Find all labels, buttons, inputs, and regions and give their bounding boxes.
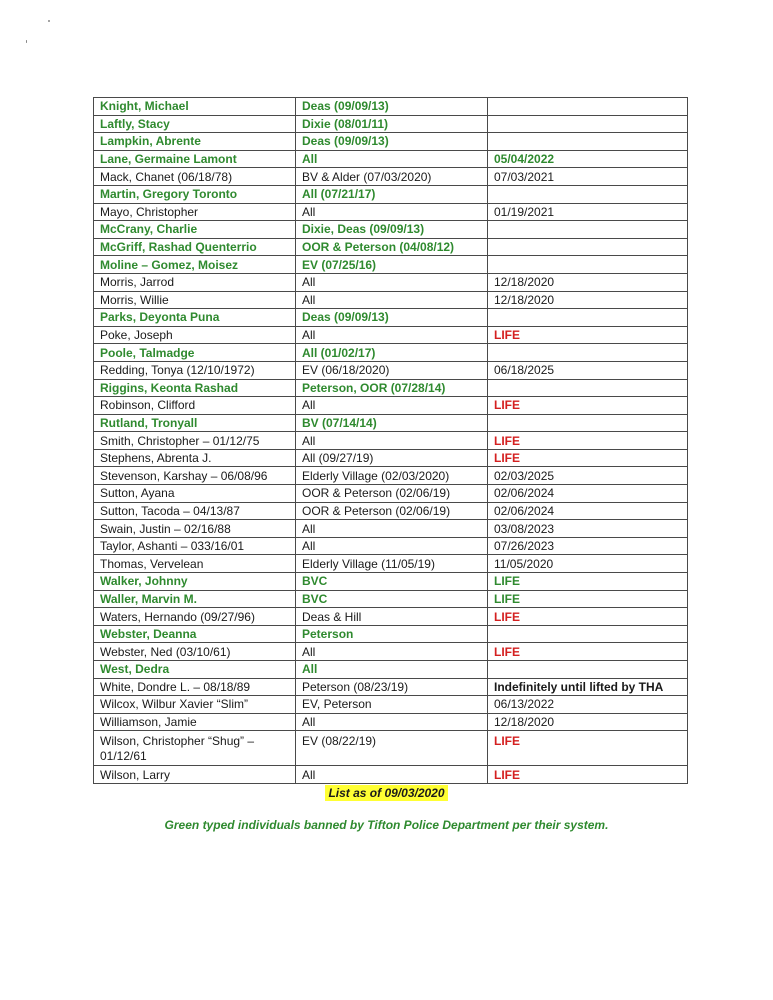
name-cell: White, Dondre L. – 08/18/89 <box>94 678 296 696</box>
expires-cell: 12/18/2020 <box>488 291 688 309</box>
table-row <box>94 432 688 450</box>
name-cell: McCrany, Charlie <box>94 221 296 239</box>
location-cell: BVC <box>296 573 488 591</box>
location-cell: Peterson <box>296 625 488 643</box>
table-row <box>94 326 688 344</box>
name-cell: Morris, Jarrod <box>94 273 296 291</box>
expires-cell: 06/13/2022 <box>488 696 688 714</box>
location-cell: All <box>296 537 488 555</box>
name-cell: Sutton, Tacoda – 04/13/87 <box>94 502 296 520</box>
expires-cell: 06/18/2025 <box>488 361 688 379</box>
location-cell: All <box>296 203 488 221</box>
name-cell: Morris, Willie <box>94 291 296 309</box>
name-cell: Walker, Johnny <box>94 573 296 591</box>
expires-cell: 07/03/2021 <box>488 168 688 186</box>
expires-cell: 12/18/2020 <box>488 713 688 731</box>
location-cell: Dixie (08/01/11) <box>296 115 488 133</box>
expires-cell: LIFE <box>488 432 688 450</box>
expires-cell <box>488 661 688 679</box>
table-row <box>94 185 688 203</box>
expires-cell: 11/05/2020 <box>488 555 688 573</box>
expires-cell: 01/19/2021 <box>488 203 688 221</box>
table-row <box>94 309 688 327</box>
name-cell: Wilcox, Wilbur Xavier “Slim” <box>94 696 296 714</box>
location-cell: EV (07/25/16) <box>296 256 488 274</box>
table-row <box>94 273 688 291</box>
expires-cell: 02/06/2024 <box>488 485 688 503</box>
location-cell: All (07/21/17) <box>296 185 488 203</box>
expires-cell: LIFE <box>488 766 688 784</box>
location-cell: All <box>296 766 488 784</box>
location-cell: Deas & Hill <box>296 608 488 626</box>
location-cell: All <box>296 432 488 450</box>
table-row <box>94 537 688 555</box>
expires-cell: 12/18/2020 <box>488 273 688 291</box>
table-row <box>94 449 688 467</box>
table-row <box>94 555 688 573</box>
location-cell: OOR & Peterson (02/06/19) <box>296 502 488 520</box>
table-body <box>94 98 688 784</box>
location-cell: OOR & Peterson (02/06/19) <box>296 485 488 503</box>
table-row <box>94 467 688 485</box>
location-cell: EV, Peterson <box>296 696 488 714</box>
table-row <box>94 608 688 626</box>
table-row <box>94 291 688 309</box>
expires-cell: LIFE <box>488 643 688 661</box>
expires-cell: LIFE <box>488 590 688 608</box>
expires-cell: 02/06/2024 <box>488 502 688 520</box>
location-cell: All <box>296 273 488 291</box>
expires-cell: 07/26/2023 <box>488 537 688 555</box>
name-cell: Taylor, Ashanti – 033/16/01 <box>94 537 296 555</box>
table-row <box>94 502 688 520</box>
expires-cell: LIFE <box>488 731 688 766</box>
scan-speck <box>48 20 50 22</box>
name-cell: Wilson, Larry <box>94 766 296 784</box>
name-cell: Webster, Ned (03/10/61) <box>94 643 296 661</box>
table-row <box>94 256 688 274</box>
table-row <box>94 238 688 256</box>
expires-cell: 03/08/2023 <box>488 520 688 538</box>
name-cell: Rutland, Tronyall <box>94 414 296 432</box>
table-row <box>94 573 688 591</box>
expires-cell <box>488 238 688 256</box>
table-row <box>94 414 688 432</box>
table-row <box>94 713 688 731</box>
location-cell: Elderly Village (02/03/2020) <box>296 467 488 485</box>
expires-cell: LIFE <box>488 397 688 415</box>
table-row <box>94 168 688 186</box>
name-cell: Webster, Deanna <box>94 625 296 643</box>
name-cell: Waller, Marvin M. <box>94 590 296 608</box>
name-cell: Wilson, Christopher “Shug” – 01/12/61 <box>94 731 296 766</box>
location-cell: EV (08/22/19) <box>296 731 488 766</box>
location-cell: All <box>296 713 488 731</box>
expires-cell <box>488 115 688 133</box>
location-cell: All <box>296 326 488 344</box>
table-row <box>94 625 688 643</box>
location-cell: All <box>296 661 488 679</box>
name-cell: West, Dedra <box>94 661 296 679</box>
location-cell: EV (06/18/2020) <box>296 361 488 379</box>
location-cell: Deas (09/09/13) <box>296 309 488 327</box>
location-cell: Peterson, OOR (07/28/14) <box>296 379 488 397</box>
name-cell: Riggins, Keonta Rashad <box>94 379 296 397</box>
table-row <box>94 150 688 168</box>
table-row <box>94 361 688 379</box>
table-row <box>94 643 688 661</box>
name-cell: Mayo, Christopher <box>94 203 296 221</box>
table-row <box>94 766 688 784</box>
table-row <box>94 133 688 151</box>
list-date <box>0 786 773 800</box>
location-cell: Peterson (08/23/19) <box>296 678 488 696</box>
table-row <box>94 221 688 239</box>
footnote: Green typed individuals banned by Tifton Police Department per their system. <box>164 818 609 832</box>
expires-cell <box>488 414 688 432</box>
table-row <box>94 661 688 679</box>
name-cell: Poole, Talmadge <box>94 344 296 362</box>
name-cell: Waters, Hernando (09/27/96) <box>94 608 296 626</box>
name-cell: Poke, Joseph <box>94 326 296 344</box>
location-cell: All <box>296 150 488 168</box>
expires-cell: LIFE <box>488 608 688 626</box>
location-cell: Dixie, Deas (09/09/13) <box>296 221 488 239</box>
name-cell: Parks, Deyonta Puna <box>94 309 296 327</box>
name-cell: Knight, Michael <box>94 98 296 116</box>
expires-cell: LIFE <box>488 573 688 591</box>
expires-cell <box>488 379 688 397</box>
name-cell: Moline – Gomez, Moisez <box>94 256 296 274</box>
expires-cell: LIFE <box>488 449 688 467</box>
expires-cell <box>488 344 688 362</box>
location-cell: BV (07/14/14) <box>296 414 488 432</box>
expires-cell: 05/04/2022 <box>488 150 688 168</box>
scan-speck <box>26 40 27 43</box>
location-cell: OOR & Peterson (04/08/12) <box>296 238 488 256</box>
location-cell: All <box>296 291 488 309</box>
location-cell: BVC <box>296 590 488 608</box>
name-cell: Robinson, Clifford <box>94 397 296 415</box>
name-cell: Smith, Christopher – 01/12/75 <box>94 432 296 450</box>
table-row <box>94 520 688 538</box>
table-row <box>94 678 688 696</box>
expires-cell <box>488 625 688 643</box>
location-cell: All (01/02/17) <box>296 344 488 362</box>
expires-cell <box>488 185 688 203</box>
expires-cell <box>488 133 688 151</box>
expires-cell: 02/03/2025 <box>488 467 688 485</box>
table-row <box>94 731 688 766</box>
expires-cell: Indefinitely until lifted by THA <box>488 678 688 696</box>
banned-list-table <box>93 97 688 784</box>
name-cell: Stephens, Abrenta J. <box>94 449 296 467</box>
table-row <box>94 379 688 397</box>
location-cell: All <box>296 520 488 538</box>
name-cell: Thomas, Vervelean <box>94 555 296 573</box>
table-row <box>94 397 688 415</box>
name-cell: Laftly, Stacy <box>94 115 296 133</box>
name-cell: Swain, Justin – 02/16/88 <box>94 520 296 538</box>
table-row <box>94 590 688 608</box>
name-cell: Stevenson, Karshay – 06/08/96 <box>94 467 296 485</box>
location-cell: Deas (09/09/13) <box>296 133 488 151</box>
expires-cell <box>488 256 688 274</box>
expires-cell <box>488 221 688 239</box>
table-row <box>94 98 688 116</box>
name-cell: Martin, Gregory Toronto <box>94 185 296 203</box>
table-row <box>94 696 688 714</box>
name-cell: McGriff, Rashad Quenterrio <box>94 238 296 256</box>
location-cell: BV & Alder (07/03/2020) <box>296 168 488 186</box>
table-row <box>94 344 688 362</box>
location-cell: Deas (09/09/13) <box>296 98 488 116</box>
expires-cell <box>488 98 688 116</box>
list-date-text: List as of 09/03/2020 <box>325 785 447 801</box>
table-row <box>94 203 688 221</box>
location-cell: All <box>296 397 488 415</box>
expires-cell <box>488 309 688 327</box>
name-cell: Williamson, Jamie <box>94 713 296 731</box>
expires-cell: LIFE <box>488 326 688 344</box>
table-row <box>94 485 688 503</box>
name-cell: Mack, Chanet (06/18/78) <box>94 168 296 186</box>
name-cell: Lane, Germaine Lamont <box>94 150 296 168</box>
name-cell: Redding, Tonya (12/10/1972) <box>94 361 296 379</box>
table-row <box>94 115 688 133</box>
name-cell: Lampkin, Abrente <box>94 133 296 151</box>
location-cell: Elderly Village (11/05/19) <box>296 555 488 573</box>
location-cell: All <box>296 643 488 661</box>
name-cell: Sutton, Ayana <box>94 485 296 503</box>
location-cell: All (09/27/19) <box>296 449 488 467</box>
